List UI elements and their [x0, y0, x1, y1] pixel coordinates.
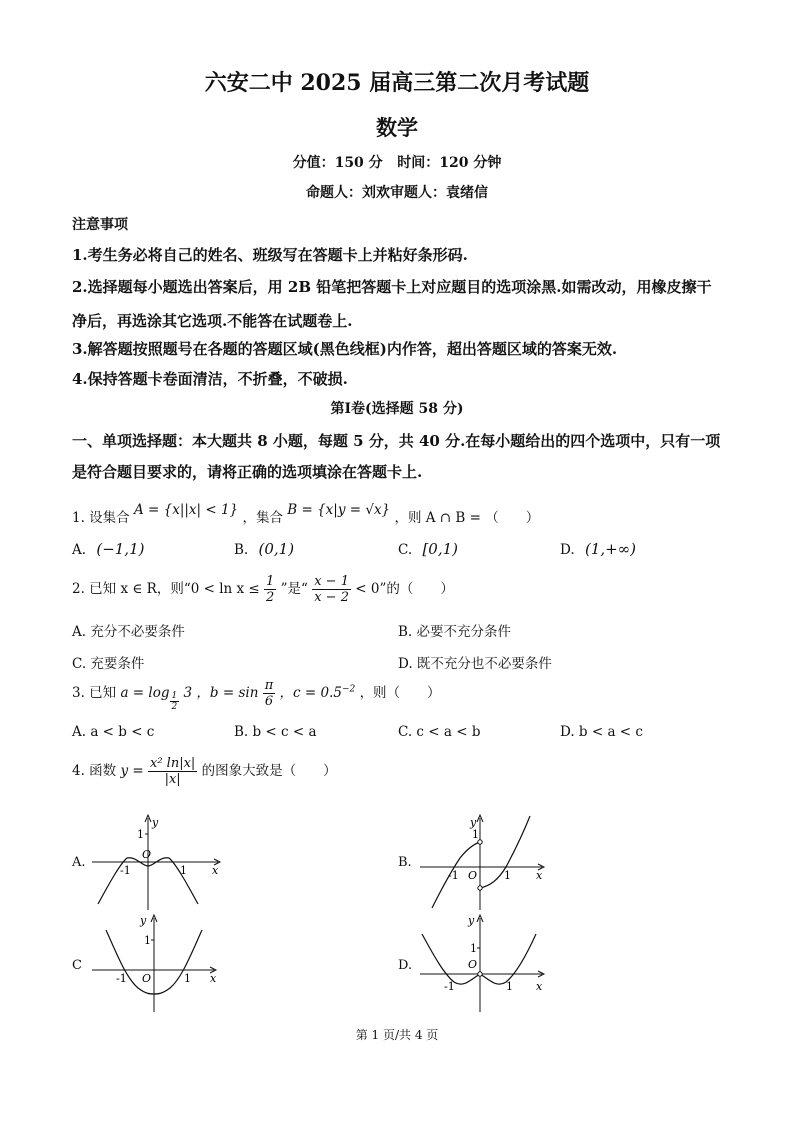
exam-title: 六安二中 2025 届高三第二次月考试题 — [204, 70, 590, 96]
q4-graph-c — [90, 912, 230, 1016]
q1-set-a: A = {x||x| < 1} — [133, 502, 239, 518]
exam-authors: 命题人：刘欢审题人：袁绪信 — [306, 185, 488, 201]
q2-option-d: D. 既不充分也不必要条件 — [398, 656, 552, 672]
q1-option-d-label: D. — [560, 542, 575, 558]
curve — [422, 934, 536, 984]
q3-a-arg: 3 — [183, 685, 193, 701]
y-label: y — [140, 914, 147, 927]
section-title: 第Ⅰ卷(选择题 58 分) — [330, 401, 464, 417]
q1-option-d — [560, 540, 636, 558]
notes-heading: 注意事项 — [72, 217, 128, 233]
q2-frac1-num: 1 — [266, 574, 275, 589]
page-number: 第 1 页/共 4 页 — [355, 1028, 439, 1042]
q4-num: x² ln|x| — [150, 756, 196, 771]
tick-one-label: 1 — [137, 828, 144, 841]
origin-label: O — [142, 972, 152, 985]
q3-b-num: π — [264, 678, 274, 693]
q3-option-c: C. c < a < b — [398, 724, 481, 740]
question-4 — [72, 756, 337, 787]
pos-one-label: 1 — [180, 864, 187, 877]
q4-option-d-label: D. — [398, 958, 413, 973]
q1-mid: ，集合 — [242, 510, 283, 526]
x-label: x — [536, 980, 543, 993]
q1-option-d-value: (1,+∞) — [584, 540, 637, 558]
q4-lead: 4. 函数 — [72, 763, 117, 779]
q1-option-b-label: B. — [234, 542, 249, 558]
q3-log-base-num: 1 — [171, 691, 178, 701]
neg-one-label: -1 — [120, 864, 131, 877]
q4-graph-b — [418, 812, 558, 914]
q1-option-a-value: (−1,1) — [96, 540, 145, 558]
q3-lead: 3. 已知 — [72, 685, 117, 701]
q3-log-base — [170, 691, 180, 712]
y-label: y — [470, 816, 477, 829]
q4-den: |x| — [164, 772, 181, 787]
q1-option-c-label: C. — [398, 542, 413, 558]
note-item-4: 4.保持答题卡卷面清洁，不折叠，不破损. — [72, 370, 348, 388]
q3-option-b: B. b < c < a — [234, 724, 317, 740]
q1-option-b-value: (0,1) — [258, 540, 295, 558]
q3-b-frac — [263, 678, 276, 709]
origin-label: O — [468, 958, 478, 971]
tick-one-label: 1 — [472, 828, 479, 841]
q4-option-b-label: B. — [398, 855, 412, 870]
subject-title: 数学 — [376, 115, 418, 140]
q2-frac2-num: x − 1 — [314, 574, 349, 589]
question-1 — [72, 502, 540, 526]
q2-option-a: A. 充分不必要条件 — [72, 624, 185, 640]
x-label: x — [536, 869, 543, 882]
q1-option-a — [72, 540, 144, 558]
tick-one-label: 1 — [144, 934, 151, 947]
q4-function-frac — [148, 756, 197, 787]
q2-tail: < 0”的（ ） — [355, 581, 454, 597]
note-item-1: 1.考生务必将自己的姓名、班级写在答题卡上并粘好条形码. — [72, 246, 468, 264]
q1-option-b — [234, 540, 294, 558]
q1-option-a-label: A. — [72, 542, 87, 558]
q4-graph-d — [418, 912, 558, 1016]
q2-frac1-den: 2 — [266, 590, 275, 605]
q2-mid: ”是“ — [280, 581, 308, 597]
q2-frac2-den: x − 2 — [314, 590, 349, 605]
q2-fraction-rational — [312, 574, 351, 605]
q3-log-base-den: 2 — [171, 702, 178, 712]
q3-a-expr: a = log — [120, 685, 170, 701]
q4-option-c-label: C — [72, 958, 82, 973]
q3-b-den: 6 — [264, 694, 274, 709]
pos-one-label: 1 — [184, 972, 191, 985]
q3-option-d: D. b < a < c — [560, 724, 643, 740]
q1-option-c — [398, 540, 458, 558]
neg-one-label: -1 — [448, 869, 459, 882]
y-label: y — [152, 816, 159, 829]
q2-fraction-half — [264, 574, 276, 605]
y-label: y — [468, 914, 475, 927]
tick-one-label: 1 — [470, 942, 477, 955]
q3-tail: ，则（ ） — [359, 685, 441, 701]
neg-one-label: -1 — [444, 980, 455, 993]
origin-label: O — [468, 869, 478, 882]
question-2 — [72, 574, 454, 605]
q4-graph-a — [90, 812, 230, 914]
q1-set-b: B = {x|y = √x} — [287, 502, 391, 518]
note-item-2: 2.选择题每小题选出答案后，用 2B 铅笔把答题卡上对应题目的选项涂黑.如需改动，用橡皮擦干净后，再选涂其它选项.不能答在试题卷上. — [72, 278, 712, 330]
pos-one-label: 1 — [504, 869, 511, 882]
q3-option-a: A. a < b < c — [72, 724, 155, 740]
origin-label: O — [142, 848, 152, 861]
question-3 — [72, 678, 441, 712]
q3-b-expr: ，b = sin — [196, 685, 259, 701]
q2-lead: 2. 已知 x ∈ R，则“0 < ln x ≤ — [72, 581, 260, 597]
pos-one-label: 1 — [506, 980, 513, 993]
q2-option-b: B. 必要不充分条件 — [398, 624, 512, 640]
neg-one-label: -1 — [116, 972, 127, 985]
note-item-3: 3.解答题按照题号在各题的答题区域(黑色线框)内作答，超出答题区域的答案无效. — [72, 340, 618, 358]
q4-tail: 的图象大致是（ ） — [201, 763, 337, 779]
x-label: x — [210, 972, 217, 985]
q1-option-c-value: [0,1) — [422, 540, 458, 558]
q3-c-expr: ，c = 0.5 — [279, 685, 342, 701]
score-time: 分值：150 分 时间：120 分钟 — [292, 155, 502, 171]
open-point-origin — [478, 972, 482, 976]
q4-option-a-label: A. — [72, 855, 86, 870]
q1-lead: 1. 设集合 — [72, 510, 130, 526]
open-point-bottom — [478, 886, 482, 890]
q3-c-exponent: −2 — [341, 684, 356, 695]
q1-tail: ，则 A ∩ B = （ ） — [394, 510, 540, 526]
q4-y: y = — [120, 763, 144, 779]
q2-option-c: C. 充要条件 — [72, 656, 145, 672]
part-one-instructions: 一、单项选择题：本大题共 8 小题，每题 5 分，共 40 分.在每小题给出的四个选项中，只有一项是符合题目要求的，请将正确的选项填涂在答题卡上. — [72, 432, 721, 481]
x-label: x — [212, 864, 219, 877]
